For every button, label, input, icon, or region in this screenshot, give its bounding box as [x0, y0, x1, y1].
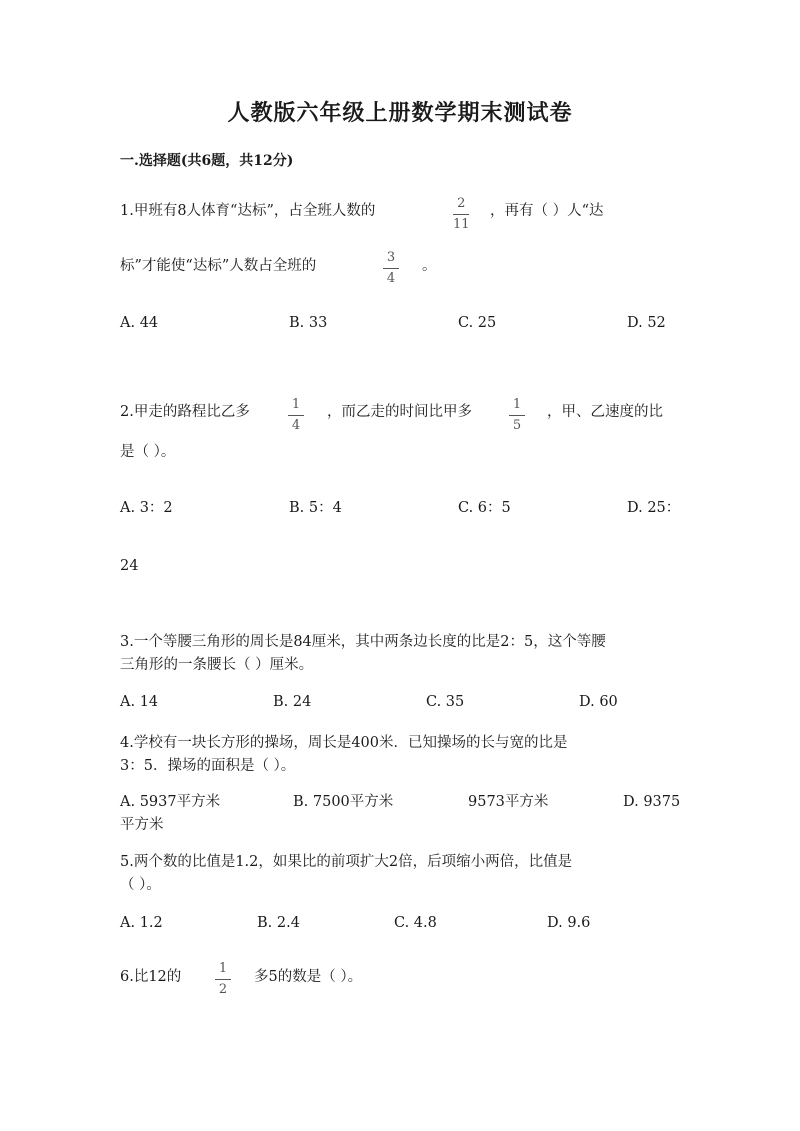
- q6-text-part2: 多5的数是（ ）。: [254, 969, 363, 985]
- q1-fraction-1-numerator: 2: [457, 196, 466, 211]
- q2-text-part2: ，而乙走的时间比甲多: [327, 404, 472, 420]
- q1-fraction-2-denominator: 4: [386, 271, 396, 286]
- q5-line-1: 5.两个数的比值是1.2，如果比的前项扩大2倍，后项缩小两倍，比值是: [120, 854, 573, 870]
- q4-option-c: 9573平方米: [468, 794, 549, 810]
- q2-fraction-1-denominator: 4: [291, 418, 301, 433]
- q4-option-d: D. 9375: [623, 794, 681, 810]
- section-heading: 一.选择题(共6题，共12分): [120, 153, 294, 169]
- q1-text-part4: 。: [422, 258, 437, 274]
- q2-fraction-2: [509, 398, 525, 433]
- q1-text-part1: 1.甲班有8人体育“达标”，占全班人数的: [120, 203, 376, 219]
- q1-option-d: D. 52: [627, 315, 666, 331]
- q3-option-c: C. 35: [426, 694, 465, 710]
- q3-option-d: D. 60: [579, 694, 618, 710]
- q2-text-part3: ，甲、乙速度的比: [547, 404, 663, 420]
- q1-fraction-1: [451, 197, 472, 232]
- fraction-bar: [288, 415, 304, 416]
- q4-line-1: 4.学校有一块长方形的操场，周长是400米．已知操场的长与宽的比是: [120, 735, 568, 751]
- q2-option-c: C. 6：5: [458, 500, 511, 516]
- q2-text-part1: 2.甲走的路程比乙多: [120, 404, 250, 420]
- q4-option-d-wrap: 平方米: [120, 817, 164, 833]
- q4-option-b: B. 7500平方米: [293, 794, 394, 810]
- fraction-bar: [215, 979, 231, 980]
- q3-option-a: A. 14: [120, 694, 159, 710]
- q2-text-part4: 是（ ）。: [120, 444, 176, 460]
- q5-option-c: C. 4.8: [394, 915, 437, 931]
- page-title: 人教版六年级上册数学期末测试卷: [227, 100, 573, 126]
- q3-option-b: B. 24: [273, 694, 312, 710]
- q1-fraction-2-numerator: 3: [386, 250, 396, 265]
- q2-fraction-2-denominator: 5: [512, 418, 522, 433]
- q4-option-a: A. 5937平方米: [120, 794, 221, 810]
- q4-line-2: 3：5．操场的面积是（ ）。: [120, 758, 296, 774]
- fraction-bar: [509, 415, 525, 416]
- q2-option-a: A. 3：2: [120, 500, 173, 516]
- q2-option-d-wrap: 24: [120, 558, 139, 574]
- q1-fraction-2: [383, 251, 399, 286]
- fraction-bar: [453, 214, 469, 215]
- q5-option-d: D. 9.6: [547, 915, 591, 931]
- q5-line-2: （ ）。: [120, 877, 161, 893]
- q3-line-2: 三角形的一条腰长（ ）厘米。: [120, 657, 314, 673]
- q6-fraction-1-denominator: 2: [218, 982, 228, 997]
- q5-option-b: B. 2.4: [257, 915, 300, 931]
- q2-option-d: D. 25：: [627, 500, 681, 516]
- q2-fraction-2-numerator: 1: [512, 397, 522, 412]
- q6-text-part1: 6.比12的: [120, 969, 182, 985]
- q1-text-part2: ，再有（ ）人“达: [490, 203, 604, 219]
- q1-option-b: B. 33: [289, 315, 328, 331]
- q1-text-part3: 标”才能使“达标”人数占全班的: [120, 258, 317, 274]
- q6-fraction-1: [215, 962, 231, 997]
- q2-fraction-1: [288, 398, 304, 433]
- fraction-bar: [383, 268, 399, 269]
- q2-option-b: B. 5：4: [289, 500, 342, 516]
- q1-option-c: C. 25: [458, 315, 497, 331]
- q1-fraction-1-denominator: 11: [453, 217, 470, 232]
- q3-line-1: 3.一个等腰三角形的周长是84厘米，其中两条边长度的比是2：5，这个等腰: [120, 634, 606, 650]
- q6-fraction-1-numerator: 1: [218, 961, 228, 976]
- q1-option-a: A. 44: [120, 315, 159, 331]
- q2-fraction-1-numerator: 1: [291, 397, 301, 412]
- q5-option-a: A. 1.2: [120, 915, 163, 931]
